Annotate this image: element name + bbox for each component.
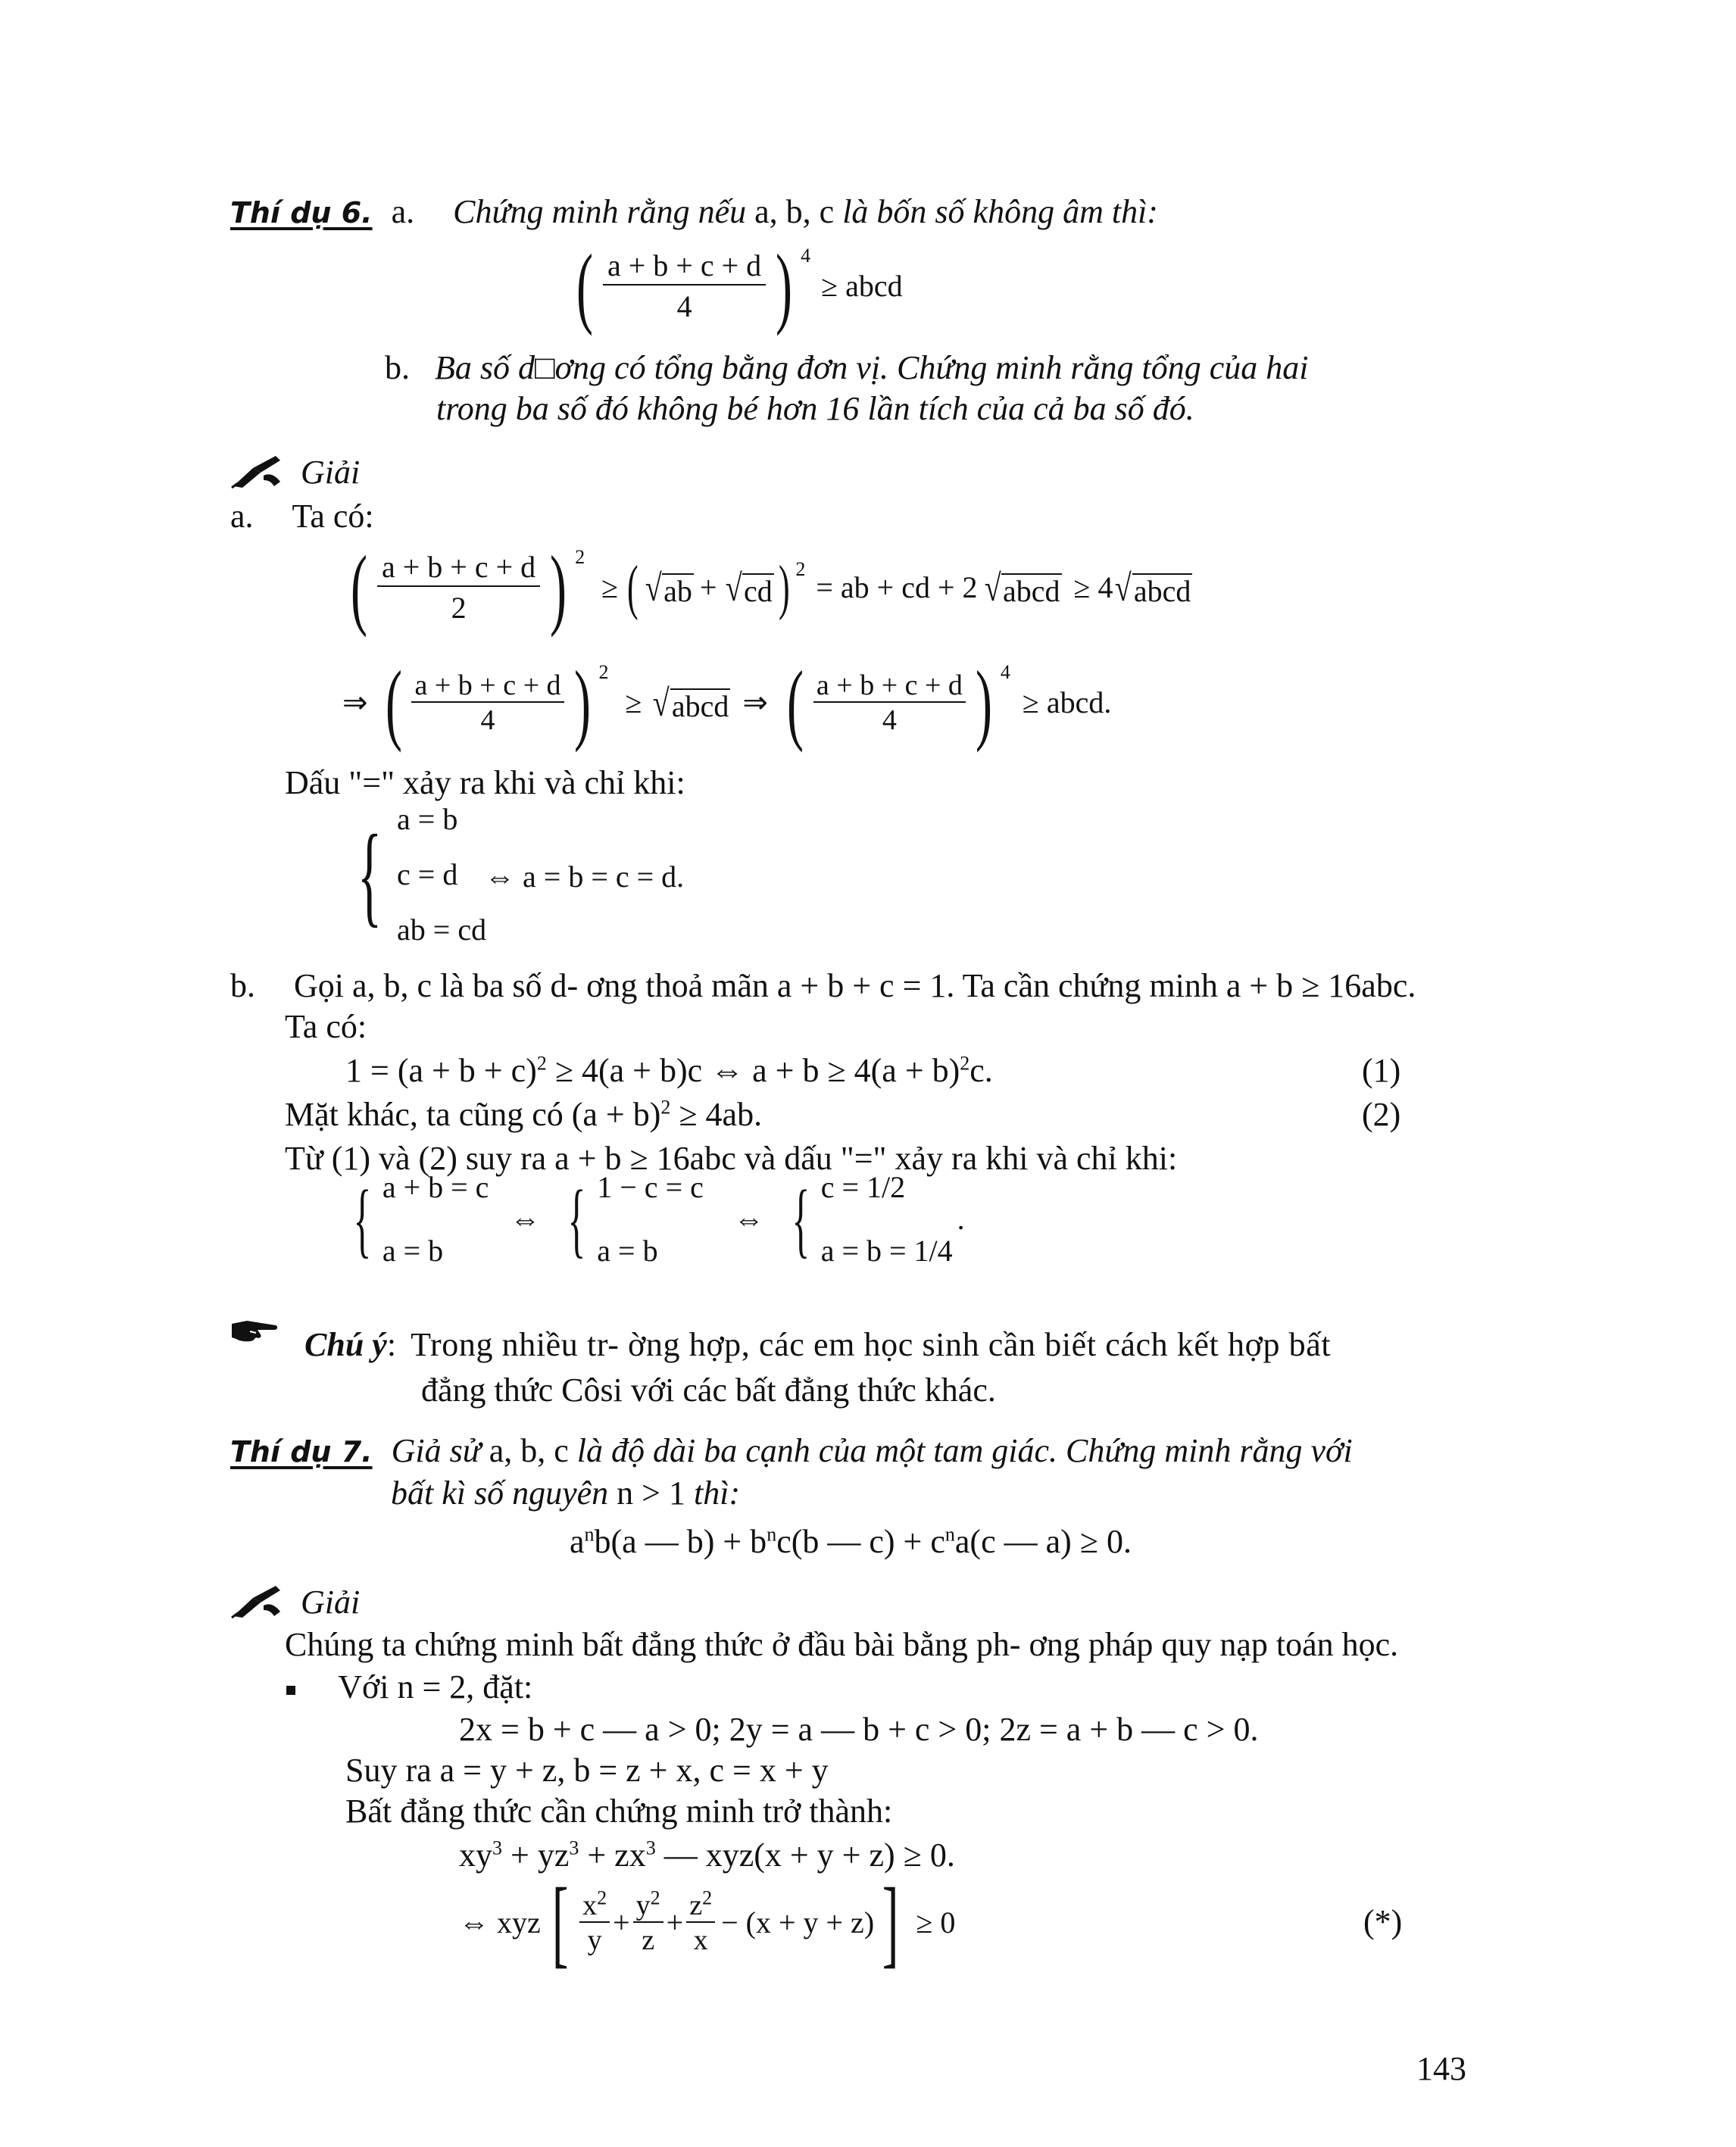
numerator — [633, 1886, 663, 1921]
right-paren: ) — [776, 236, 793, 336]
ineq-part: — xyz(x + y + z) ≥ 0. — [655, 1836, 955, 1874]
example-6-a-text-1: Chứng minh rằng nếu — [453, 193, 747, 230]
exponent: 2 — [795, 558, 806, 580]
minus-sum: − (x + y + z) — [721, 1905, 875, 1939]
numerator-base: x — [582, 1890, 598, 1921]
suy-ra-text: Suy ra a = y + z, b = z + x, c = x + y — [345, 1752, 829, 1789]
radicand: abcd — [1133, 574, 1191, 608]
starred-inequality — [459, 1868, 956, 1977]
ineq-part: b(a — b) + b — [594, 1523, 767, 1560]
denominator: 4 — [676, 289, 692, 323]
numerator: a + b + c + d — [816, 669, 963, 701]
exponent: 2 — [536, 1052, 547, 1075]
example-7-text: Giả sử — [391, 1432, 481, 1469]
numerator-base: z — [689, 1890, 703, 1921]
system-row: c = d — [397, 857, 458, 891]
equality-system-1 — [342, 804, 486, 945]
bullet-text: Với n = 2, đặt: — [338, 1668, 533, 1705]
example-7-heading: Thí dụ 7. — [230, 1435, 373, 1468]
plus-sign: + — [699, 570, 717, 604]
ineq-part: c(b — c) + c — [776, 1523, 945, 1560]
exponent: 2 — [597, 1886, 607, 1909]
system-row: a = b — [397, 802, 458, 836]
eq-part: ≥ 4(a + b)c ⇔ a + b ≥ 4(a + b) — [546, 1052, 960, 1089]
equation-1 — [345, 1054, 993, 1088]
note-label: Chú ý — [304, 1326, 387, 1363]
bullet-icon — [286, 1686, 295, 1695]
example-6-inequality — [570, 236, 903, 336]
writing-hand-icon — [230, 453, 285, 489]
example-6-a-vars: a, b, c — [754, 193, 835, 230]
solution-label: Giải — [301, 454, 361, 491]
exponent: n — [767, 1523, 777, 1546]
fraction — [411, 671, 564, 735]
writing-hand-icon — [230, 1583, 285, 1619]
system-c — [821, 1172, 953, 1266]
note-colon: : — [386, 1326, 397, 1363]
radicand: abcd — [671, 689, 729, 723]
sqrt-cd: √ cd — [725, 566, 773, 609]
right-bracket: ] — [882, 1868, 899, 1977]
fraction — [603, 248, 766, 323]
example-6-a-text-2: là bốn số không âm thì: — [842, 193, 1158, 230]
equality-systems — [342, 1172, 965, 1266]
system-row: a + b = c — [382, 1170, 489, 1204]
denominator: z — [642, 1924, 655, 1956]
left-brace: { — [357, 812, 382, 938]
radicand: cd — [743, 574, 773, 608]
exponent: n — [944, 1523, 955, 1546]
solution-1-equation-2 — [342, 652, 1112, 753]
exponent: 3 — [492, 1836, 502, 1859]
ge-four: ≥ 4 — [1073, 570, 1113, 604]
exponent: 3 — [569, 1836, 579, 1859]
example-7-vars: a, b, c — [489, 1432, 569, 1469]
bullet-line — [286, 1668, 533, 1705]
plus-sign: + — [666, 1905, 684, 1939]
rhs: ≥ abcd. — [1022, 685, 1112, 719]
radicand: ab — [663, 574, 692, 608]
ta-co-text: Ta có: — [285, 1008, 367, 1045]
exponent: 2 — [650, 1886, 660, 1909]
ineq-part: + zx — [579, 1836, 646, 1874]
left-brace: { — [353, 1173, 372, 1265]
fraction — [579, 1886, 610, 1956]
item-a-label: a. — [391, 193, 415, 230]
exponent: 4 — [1000, 661, 1010, 683]
exponent: 3 — [645, 1836, 656, 1859]
system-row: a = b — [597, 1234, 658, 1268]
example-6-b-text-1: Ba số d□ơng có tổng bằng đơn vị. Chứng minh rằng tổng của hai — [435, 349, 1309, 386]
system-row: ab = cd — [397, 913, 487, 947]
right-paren: ) — [975, 652, 992, 753]
example-7-line-1 — [230, 1434, 1353, 1468]
example-7-inequality — [570, 1525, 1132, 1559]
left-paren: ( — [786, 652, 804, 753]
left-paren: ( — [576, 236, 593, 336]
eq-part: Mặt khác, ta cũng có (a + b) — [285, 1096, 661, 1133]
equation-tag-1: (1) — [1362, 1052, 1401, 1089]
solution-1-equation-1 — [344, 537, 1192, 638]
denominator: 4 — [480, 704, 495, 736]
plus-sign: + — [613, 1905, 630, 1939]
denominator: x — [693, 1924, 708, 1956]
solution-1-a-line — [230, 500, 374, 533]
conclusion-text: Từ (1) và (2) suy ra a + b ≥ 16abc và dấu "=" xảy ra khi và chỉ khi: — [285, 1140, 1178, 1177]
eq-part: 1 = (a + b + c) — [345, 1052, 537, 1089]
solution-2-intro: Chúng ta chứng minh bất đẳng thức ở đầu bài bằng ph- ơng pháp quy nạp toán học. — [285, 1626, 1399, 1663]
fraction — [377, 552, 540, 623]
sqrt-abcd: √ abcd — [984, 566, 1060, 609]
note-text-2: đẳng thức Côsi với các bất đẳng thức khác. — [421, 1372, 996, 1409]
example-7-line-2 — [391, 1477, 740, 1510]
equiv-xyz: ⇔ xyz — [459, 1905, 541, 1939]
solution-1-header — [230, 453, 360, 489]
equation-tag-star: (*) — [1363, 1903, 1403, 1940]
equals-expression: = ab + cd + 2 — [816, 570, 978, 604]
eq-part: c. — [969, 1052, 993, 1089]
ineq-part: xy — [459, 1836, 492, 1874]
solution-1-b-line — [230, 969, 1416, 1003]
exponent: 2 — [575, 546, 585, 568]
equation-2 — [285, 1098, 762, 1131]
sqrt-abcd: √ abcd — [653, 682, 729, 724]
example-6-heading: Thí dụ 6. — [230, 196, 373, 229]
ineq-part: a(c — a) ≥ 0. — [954, 1523, 1132, 1560]
ge-sign: ≥ — [601, 570, 619, 604]
left-paren: ( — [385, 652, 402, 753]
right-paren: ) — [778, 554, 790, 621]
fraction — [633, 1886, 663, 1956]
system-row: c = 1/2 — [820, 1170, 906, 1204]
left-paren: ( — [627, 554, 639, 621]
example-7-condition: n > 1 — [617, 1475, 685, 1512]
note-text-1: Trong nhiều tr- ờng hợp, các em học sinh cần biết cách kết hợp bất — [411, 1326, 1332, 1363]
eq-part: ≥ 4ab. — [670, 1096, 763, 1133]
note-line-1 — [304, 1328, 1331, 1362]
system-a — [382, 1172, 489, 1266]
system-row: 1 − c = c — [597, 1170, 704, 1204]
left-brace: { — [792, 1173, 810, 1265]
system-b — [597, 1172, 704, 1266]
numerator: a + b + c + d — [381, 550, 536, 584]
denominator: y — [587, 1924, 602, 1956]
fraction — [686, 1886, 715, 1956]
numerator — [579, 1886, 610, 1921]
item-a-label: a. — [230, 498, 254, 535]
example-6-line-b1 — [385, 351, 1309, 385]
ineq-part: a — [570, 1523, 585, 1560]
rhs: ≥ abcd — [821, 269, 903, 303]
part-b-statement: Gọi a, b, c là ba số d- ơng thoả mãn a + b + c = 1. Ta cần chứng minh a + b ≥ 16abc. — [294, 967, 1416, 1004]
example-7-text: là độ dài ba cạnh của một tam giác. Chứng minh rằng với — [576, 1432, 1353, 1469]
numerator-base: y — [635, 1890, 651, 1921]
denominator: 2 — [451, 591, 467, 625]
example-6-b-text-2: trong ba số đó không bé hơn 16 lần tích của cả ba số đó. — [436, 390, 1194, 427]
left-bracket: [ — [551, 1868, 569, 1977]
example-6-line-a — [230, 195, 1158, 229]
transformed-inequality — [459, 1836, 955, 1874]
exponent: 2 — [702, 1886, 713, 1909]
equiv-sign: ⇔ — [510, 1202, 541, 1236]
left-brace: { — [567, 1173, 586, 1265]
implies-arrow: ⇒ — [742, 685, 768, 719]
sqrt-ab: √ ab — [645, 566, 692, 609]
numerator: a + b + c + d — [414, 669, 561, 701]
sqrt-abcd: √ abcd — [1115, 566, 1191, 609]
exponent: 2 — [660, 1096, 671, 1119]
right-paren: ) — [573, 652, 591, 753]
exponent: n — [584, 1523, 595, 1546]
ta-co-text: Ta có: — [292, 498, 374, 535]
numerator — [686, 1886, 715, 1921]
equiv-sign: ⇔ — [733, 1202, 764, 1236]
radicand: abcd — [1003, 574, 1060, 608]
implies-arrow: ⇒ — [342, 685, 368, 719]
fraction — [813, 671, 966, 735]
exponent: 4 — [801, 245, 811, 267]
ge-sign: ≥ — [625, 685, 642, 719]
example-7-text: thì: — [694, 1475, 741, 1512]
solution-label: Giải — [301, 1584, 361, 1621]
solution-2-header — [230, 1583, 360, 1619]
example-7-text: bất kì số nguyên — [391, 1475, 609, 1512]
substitution: 2x = b + c — a > 0; 2y = a — b + c > 0; 2z = a + b — c > 0. — [459, 1711, 1259, 1748]
pointing-hand-icon — [230, 1318, 279, 1343]
bdt-text: Bất đẳng thức cần chứng minh trở thành: — [345, 1793, 893, 1830]
left-paren: ( — [350, 537, 367, 638]
numerator: a + b + c + d — [607, 248, 762, 282]
item-b-label: b. — [385, 349, 410, 386]
system-row: a = b — [382, 1234, 444, 1268]
page-number: 143 — [1416, 2050, 1466, 2087]
equation-tag-2: (2) — [1362, 1096, 1401, 1133]
rhs: ≥ 0 — [916, 1905, 956, 1939]
right-paren: ) — [550, 537, 567, 638]
item-b-label: b. — [230, 967, 255, 1004]
exponent: 2 — [960, 1052, 970, 1075]
system-rows — [397, 804, 486, 945]
system-1-result: ⇔ a = b = c = d. — [485, 860, 685, 894]
ineq-part: + yz — [502, 1836, 570, 1874]
system-row: a = b = 1/4 — [820, 1234, 953, 1268]
denominator: 4 — [882, 704, 897, 736]
equality-condition-text: Dấu "=" xảy ra khi và chỉ khi: — [285, 764, 685, 801]
exponent: 2 — [598, 661, 609, 683]
period: . — [957, 1202, 965, 1236]
